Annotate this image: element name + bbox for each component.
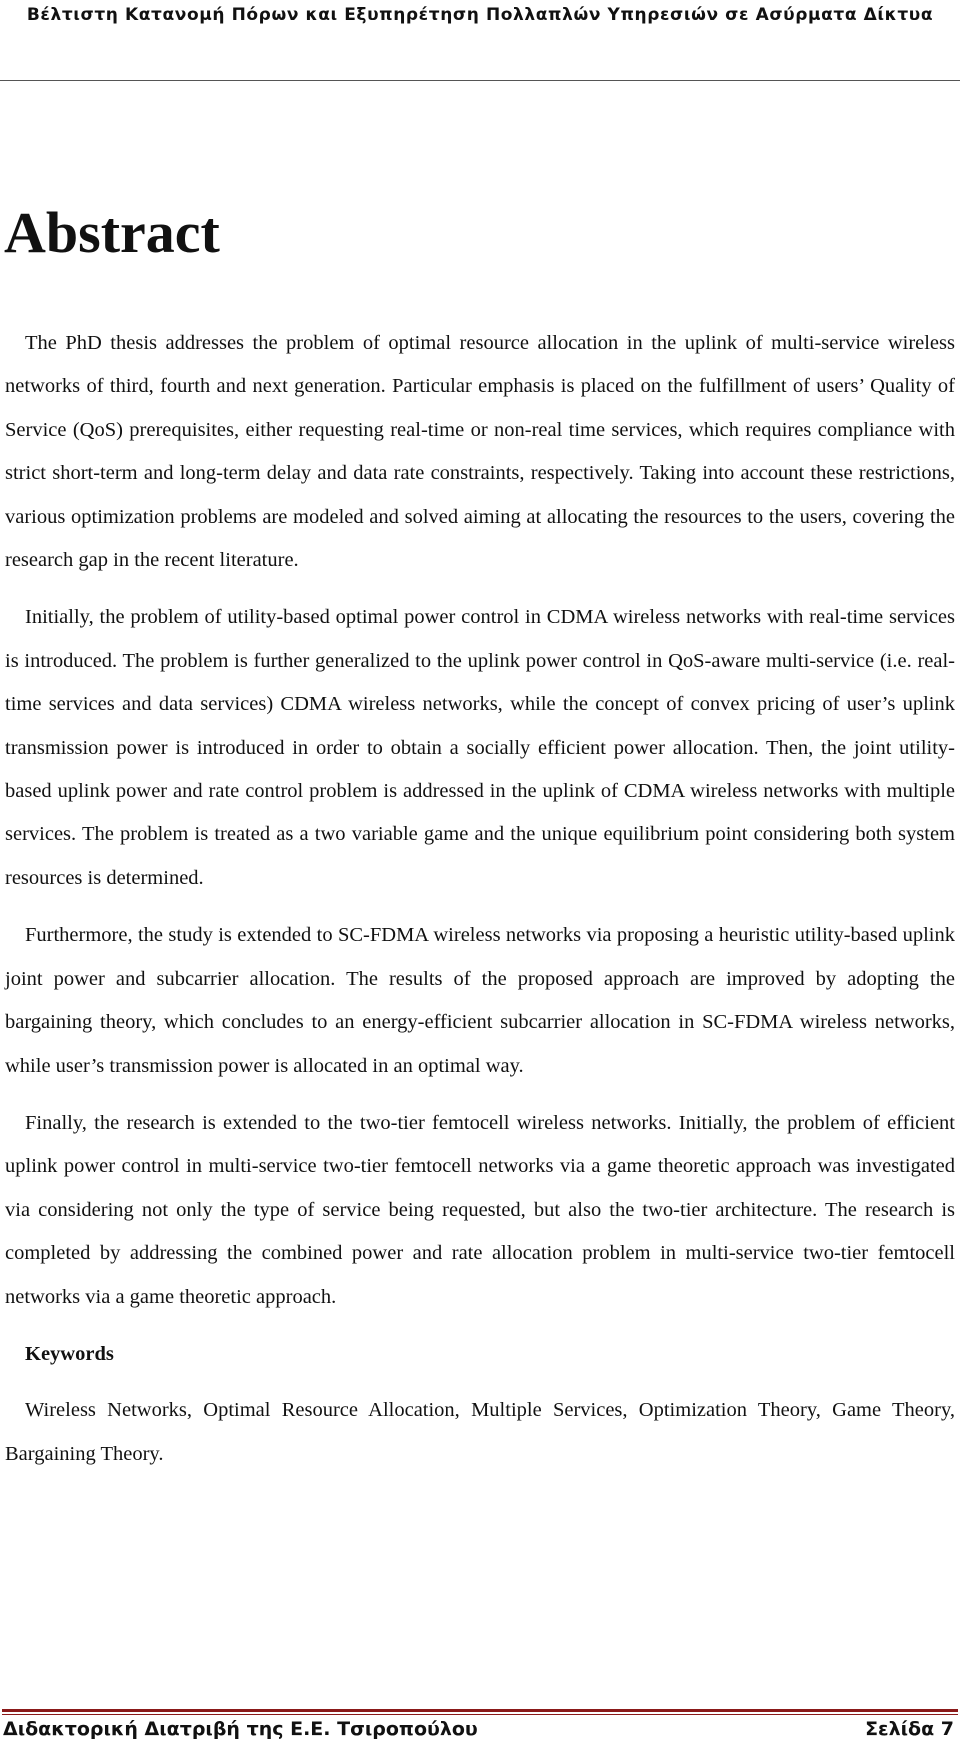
page-title: Abstract — [4, 200, 220, 265]
running-header: Βέλτιστη Κατανομή Πόρων και Εξυπηρέτηση Πολλαπλών Υπηρεσιών σε Ασύρματα Δίκτυα — [26, 5, 934, 25]
abstract-paragraph-3: Furthermore, the study is extended to SC-FDMA wireless networks via proposing a heuristic utility-based uplink joint power and subcarrier allocation. The results of the proposed approach are improved by adopting the bargaining theory, which concludes to an energy-efficient subcarrier allocation in SC-FDMA wireless networks, while user’s transmission power is allocated in an optimal way. — [5, 924, 955, 1077]
header-divider — [0, 80, 960, 81]
page-number: Σελίδα 7 — [865, 1718, 954, 1740]
keywords-heading: Keywords — [25, 1342, 114, 1365]
abstract-paragraph-1: The PhD thesis addresses the problem of optimal resource allocation in the uplink of multi-service wireless networks of third, fourth and next generation. Particular emphasis is placed on the fulfillment of users’ Quality of Service (QoS) prerequisites, either requesting real-time or non-real time services, which requires compliance with strict short-term and long-term delay and data rate constraints, respectively. Taking into account these restrictions, various optimization problems are modeled and solved aiming at allocating the resources to the users, covering the research gap in the recent literature. — [5, 332, 955, 572]
abstract-paragraph-4: Finally, the research is extended to the two-tier femtocell wireless networks. Initially, the problem of efficient uplink power control in multi-service two-tier femtocell networks via a game theoretic approach was investigated via considering not only the type of service being requested, but also the two-tier architecture. The research is completed by addressing the combined power and rate allocation problem in multi-service two-tier femtocell networks via a game theoretic approach. — [5, 1111, 955, 1308]
keywords-list: Wireless Networks, Optimal Resource Allocation, Multiple Services, Optimization Theory, Game Theory, Bargaining Theory. — [5, 1399, 955, 1465]
abstract-body — [5, 322, 955, 1490]
footer-divider — [2, 1709, 958, 1712]
footer-author: Διδακτορική Διατριβή της Ε.Ε. Τσιροπούλου — [3, 1718, 478, 1740]
abstract-paragraph-2: Initially, the problem of utility-based optimal power control in CDMA wireless networks with real-time services is introduced. The problem is further generalized to the uplink power control in QoS-aware multi-service (i.e. real-time services and data services) CDMA wireless networks, while the concept of convex pricing of user’s uplink transmission power is introduced in order to obtain a socially efficient power allocation. Then, the joint utility-based uplink power and rate control problem is addressed in the uplink of CDMA wireless networks with multiple services. The problem is treated as a two variable game and the unique equilibrium point considering both system resources is determined. — [5, 606, 955, 889]
footer-divider-thin — [2, 1714, 958, 1715]
